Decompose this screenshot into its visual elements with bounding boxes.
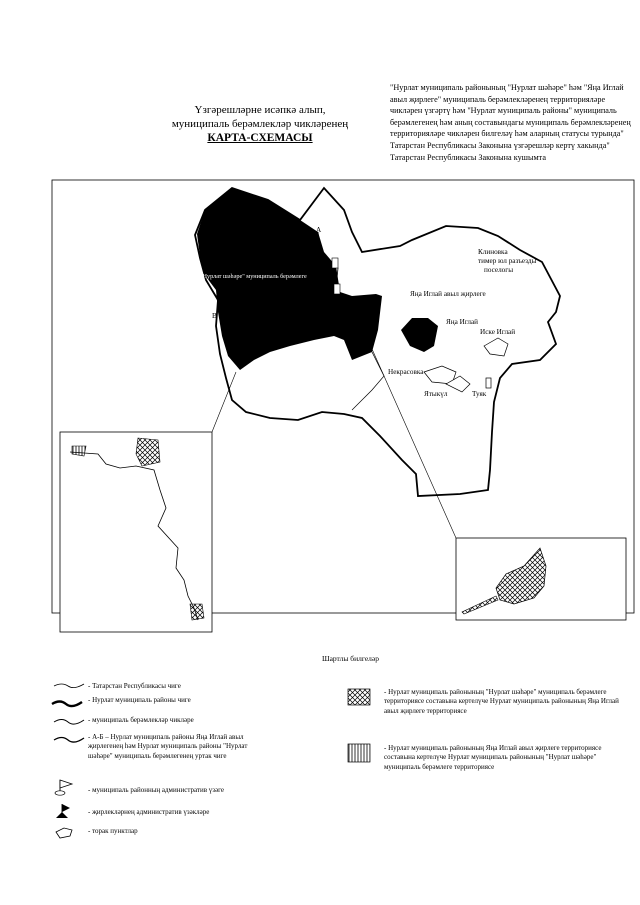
legend-item-municipal-border: - муниципаль берәмлекләр чикләре bbox=[88, 716, 194, 724]
legend-item-settlement-admin-center: - җирлекләрнең административ үзәкләре bbox=[88, 808, 210, 816]
legend-crosshatch-icon bbox=[348, 689, 370, 705]
iske-iglai-locality bbox=[484, 338, 508, 356]
inset-left-crosshatch-bottom bbox=[190, 604, 204, 620]
municipal-border-inner bbox=[352, 352, 384, 410]
inset-marker-mid bbox=[334, 284, 340, 294]
yatykul-label: Ятыкүл bbox=[424, 390, 448, 398]
legend-vertical-hatch-icon bbox=[348, 744, 370, 762]
legend-district-admin-center-icon bbox=[55, 780, 72, 795]
iske-iglai-label: Иске Иглай bbox=[480, 328, 516, 336]
page-title: КАРТА-СХЕМАСЫ bbox=[207, 132, 313, 144]
legend-item-crosshatch: - Нурлат муниципаль районының "Нурлат шәһәре" муниципаль берәмлеге территориясе составына кертелүче Нурлат муниципаль районының Яңа Иглай авыл җирлеге территориясе bbox=[384, 688, 619, 715]
legend-item-republic-border: - Татарстан Республикасы чиге bbox=[88, 682, 181, 690]
nekrasovka-label: Некрасовка bbox=[388, 368, 424, 376]
klinovka-sub2-label: поселогы bbox=[484, 266, 514, 274]
legend-ab-border-icon bbox=[54, 738, 84, 743]
nurlat-town-label: "Нурлат шәһәре" муниципаль берәмлеге bbox=[200, 273, 307, 280]
legend-localities-icon bbox=[56, 828, 72, 838]
point-b-label: В bbox=[212, 312, 217, 320]
legend-settlement-admin-center-icon bbox=[56, 804, 70, 818]
legend-item-vertical-hatch: - Нурлат муниципаль районының Яңа Иглай авыл җирлеге территориясе составына кертелүче Нурлат муниципаль районының "Нурлат шәһәре" муниципаль берәмлеге территориясе bbox=[384, 744, 602, 771]
legend-district-border-icon bbox=[52, 702, 82, 707]
inset-frame-left bbox=[60, 432, 212, 632]
klinovka-label: Клиновка bbox=[478, 248, 508, 256]
legend-item-district-border: - Нурлат муниципаль районы чиге bbox=[88, 696, 191, 704]
legend-municipal-border-icon bbox=[54, 720, 84, 725]
legend-republic-border-icon bbox=[54, 684, 84, 688]
leader-line-left bbox=[212, 372, 236, 432]
inset-left-crosshatch bbox=[136, 438, 160, 466]
yana-iglai-village-label: Яңа Иглай bbox=[446, 318, 479, 326]
title-line-2: муниципаль берәмлекләр чикләренең bbox=[171, 118, 349, 130]
inset-left-vertical-hatch bbox=[72, 446, 86, 456]
tuyak-label: Туяк bbox=[472, 390, 487, 398]
point-a-label: А bbox=[316, 226, 322, 234]
inset-marker-top bbox=[332, 258, 338, 268]
legend-item-ab-border: - А-Б – Нурлат муниципаль районы Яңа Иглай авыл җирлегенең һәм Нурлат муниципаль районы "Нурлат шәһәре" муниципаль берәмлегенең уртак чиге bbox=[88, 733, 248, 760]
yana-iglai-village-area bbox=[401, 318, 438, 352]
tuyak-locality bbox=[486, 378, 491, 388]
yana-iglai-settlement-label: Яңа Иглай авыл җирлеге bbox=[410, 290, 486, 298]
legend-item-district-admin-center: - муниципаль районның административ үзәге bbox=[88, 786, 225, 794]
klinovka-sub1-label: тимер юл разъезды bbox=[478, 257, 537, 265]
title-line-1: Үзгәрешләрне исәпкә алып, bbox=[194, 104, 326, 116]
header-note: "Нурлат муниципаль районының "Нурлат шәһәре" һәм "Яңа Иглай авыл җирлеге" муниципаль берәмлекләренең территорияләре чикләрен үзгәртү һәм "Нурлат муниципаль районы" муниципаль берәмлегенең һәм аның составындагы муниципаль берәмлекләренең территорияләре чикләрен билгеләү һәм аларның статусы турында" Татарстан Республикасы Законына үзгәрешләр кертү хакында" Татарстан Республикасы Законына кушымта bbox=[390, 83, 631, 162]
legend-item-localities: - торак пунктлар bbox=[88, 827, 138, 835]
legend-title: Шартлы билгеләр bbox=[322, 654, 379, 663]
